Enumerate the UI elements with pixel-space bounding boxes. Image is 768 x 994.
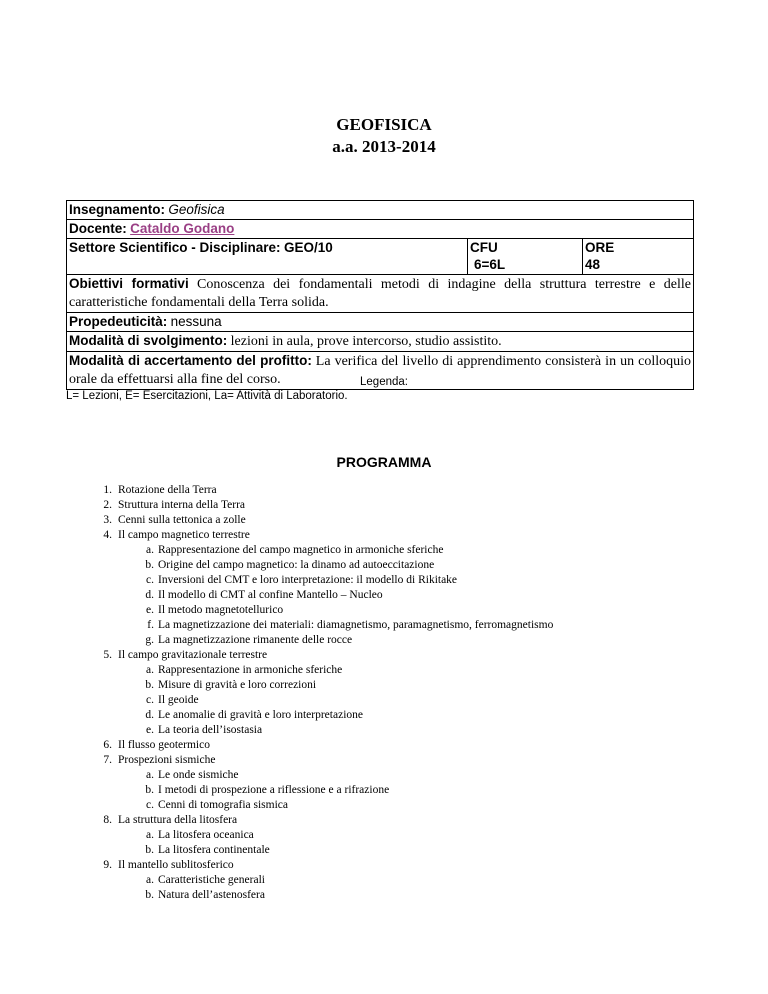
modalita-accertamento-label: Modalità di accertamento del profitto: bbox=[69, 353, 312, 368]
programma-subitem-text: Il metodo magnetotellurico bbox=[158, 604, 284, 616]
programma-item-text: Cenni sulla tettonica a zolle bbox=[118, 514, 246, 526]
programma-sublist bbox=[118, 828, 738, 858]
legenda-title: Legenda: bbox=[360, 376, 408, 388]
cfu-label: CFU bbox=[470, 240, 498, 255]
programma-subitem-letter: f. bbox=[147, 619, 154, 631]
programma-subitem-text: Il geoide bbox=[158, 694, 199, 706]
cfu-value: 6=6L bbox=[474, 257, 506, 272]
programma-subitem-letter: d. bbox=[145, 709, 154, 721]
programma-sublist bbox=[118, 663, 738, 738]
programma-subitem bbox=[145, 783, 738, 798]
row-modalita-svolgimento bbox=[67, 332, 694, 352]
row-settore bbox=[67, 239, 694, 275]
programma-item-text: Prospezioni sismiche bbox=[118, 754, 216, 766]
programma-subitem-text: Le anomalie di gravità e loro interpretazione bbox=[158, 709, 363, 721]
programma-subitem-text: La litosfera oceanica bbox=[158, 829, 254, 841]
programma-subitem bbox=[146, 723, 738, 738]
obiettivi-label: Obiettivi formativi bbox=[69, 276, 189, 291]
programma-subitem-letter: a. bbox=[146, 544, 154, 556]
programma-subitem-text: Le onde sismiche bbox=[158, 769, 239, 781]
insegnamento-label: Insegnamento: bbox=[69, 202, 166, 217]
programma-item-text: Il mantello sublitosferico bbox=[118, 859, 234, 871]
programma-sublist bbox=[118, 543, 738, 648]
programma-subitem-letter: e. bbox=[146, 724, 154, 736]
programma-subitem-letter: c. bbox=[146, 799, 154, 811]
programma-title: PROGRAMMA bbox=[336, 454, 432, 470]
programma-subitem-letter: e. bbox=[146, 604, 154, 616]
course-title: GEOFISICA bbox=[336, 115, 432, 134]
programma-subitem-text: Origine del campo magnetico: la dinamo ad autoeccitazione bbox=[158, 559, 435, 571]
row-obiettivi bbox=[67, 275, 694, 313]
programma-subitem bbox=[145, 708, 738, 723]
academic-year: a.a. 2013-2014 bbox=[332, 137, 436, 156]
programma-subitem-letter: b. bbox=[145, 889, 154, 901]
settore-value: GEO/10 bbox=[283, 240, 333, 255]
programma-item bbox=[103, 483, 738, 498]
programma-item bbox=[103, 498, 738, 513]
programma-item-text: Il campo gravitazionale terrestre bbox=[118, 649, 268, 661]
programma-item bbox=[103, 513, 738, 528]
programma-subitem-text: Rappresentazione del campo magnetico in armoniche sferiche bbox=[158, 544, 444, 556]
programma-subitem-letter: c. bbox=[146, 694, 154, 706]
row-propedeuticita bbox=[67, 313, 694, 332]
programma-subitem bbox=[146, 828, 738, 843]
programma-subitem bbox=[146, 798, 738, 813]
programma-subitem bbox=[147, 618, 738, 633]
programma-item-number: 3. bbox=[103, 514, 112, 526]
programma-item-text: Struttura interna della Terra bbox=[118, 499, 246, 511]
programma-subitem-letter: a. bbox=[146, 874, 154, 886]
document-title bbox=[0, 114, 768, 158]
legenda-text: L= Lezioni, E= Esercitazioni, La= Attività di Laboratorio. bbox=[66, 390, 348, 402]
programma-subitem bbox=[145, 633, 738, 648]
programma-item bbox=[103, 528, 738, 648]
programma-subitem bbox=[146, 543, 738, 558]
ore-label: ORE bbox=[585, 240, 615, 255]
programma-subitem bbox=[145, 888, 738, 903]
insegnamento-value: Geofisica bbox=[168, 202, 225, 217]
course-info-table bbox=[66, 200, 694, 390]
programma-subitem-text: I metodi di prospezione a riflessione e a rifrazione bbox=[158, 784, 390, 796]
programma-subitem bbox=[145, 843, 738, 858]
docente-link[interactable]: Cataldo Godano bbox=[130, 221, 235, 236]
programma-subitem-letter: b. bbox=[145, 844, 154, 856]
programma-subitem bbox=[146, 693, 738, 708]
programma-item-number: 8. bbox=[103, 814, 112, 826]
programma-subitem-text: Inversioni del CMT e loro interpretazione: il modello di Rikitake bbox=[158, 574, 458, 586]
programma-item bbox=[103, 648, 738, 738]
programma-item-number: 9. bbox=[103, 859, 112, 871]
obiettivi-value: Conoscenza dei fondamentali metodi di indagine della struttura terrestre e delle caratteristiche fondamentali della Terra solida. bbox=[69, 277, 691, 310]
programma-item-number: 6. bbox=[103, 739, 112, 751]
programma-subitem bbox=[146, 873, 738, 888]
modalita-svolgimento-value: lezioni in aula, prove intercorso, studio assistito. bbox=[230, 334, 502, 349]
programma-subitem-letter: d. bbox=[145, 589, 154, 601]
programma-list bbox=[0, 483, 738, 903]
programma-subitem-text: La litosfera continentale bbox=[158, 844, 270, 856]
programma-item-number: 7. bbox=[103, 754, 112, 766]
programma-item-text: La struttura della litosfera bbox=[118, 814, 238, 826]
programma-subitem-text: La magnetizzazione dei materiali: diamagnetismo, paramagnetismo, ferromagnetismo bbox=[158, 619, 554, 631]
programma-subitem-letter: g. bbox=[145, 634, 154, 646]
programma-item-text: Rotazione della Terra bbox=[118, 484, 217, 496]
programma-subitem-letter: a. bbox=[146, 769, 154, 781]
row-docente bbox=[67, 220, 694, 239]
programma-subitem-letter: b. bbox=[145, 559, 154, 571]
programma-item-number: 1. bbox=[103, 484, 112, 496]
programma-subitem bbox=[145, 678, 738, 693]
programma-item bbox=[103, 858, 738, 903]
programma-subitem-text: Il modello di CMT al confine Mantello – Nucleo bbox=[158, 589, 383, 601]
programma-subitem bbox=[146, 573, 738, 588]
programma-subitem-text: Misure di gravità e loro correzioni bbox=[158, 679, 317, 691]
programma-item-number: 2. bbox=[103, 499, 112, 511]
programma-subitem-text: La magnetizzazione rimanente delle rocce bbox=[158, 634, 353, 646]
programma-item bbox=[103, 753, 738, 813]
propedeuticita-value: nessuna bbox=[170, 314, 222, 329]
programma-item-number: 5. bbox=[103, 649, 112, 661]
programma-item-text: Il flusso geotermico bbox=[118, 739, 210, 751]
modalita-svolgimento-label: Modalità di svolgimento: bbox=[69, 333, 228, 348]
programma-subitem bbox=[146, 603, 738, 618]
row-insegnamento bbox=[67, 201, 694, 220]
docente-label: Docente: bbox=[69, 221, 127, 236]
programma-sublist bbox=[118, 768, 738, 813]
programma-subitem-text: Natura dell’astenosfera bbox=[158, 889, 265, 901]
programma-subitem bbox=[146, 768, 738, 783]
programma-item bbox=[103, 738, 738, 753]
settore-label: Settore Scientifico - Disciplinare: bbox=[69, 240, 281, 255]
programma-sublist bbox=[118, 873, 738, 903]
programma-subitem-text: La teoria dell’isostasia bbox=[158, 724, 263, 736]
ore-value: 48 bbox=[585, 257, 601, 272]
programma-subitem-letter: b. bbox=[145, 679, 154, 691]
programma-subitem-letter: a. bbox=[146, 664, 154, 676]
programma-subitem-text: Caratteristiche generali bbox=[158, 874, 265, 886]
propedeuticita-label: Propedeuticità: bbox=[69, 314, 168, 329]
programma-item-text: Il campo magnetico terrestre bbox=[118, 529, 250, 541]
programma-subitem-letter: c. bbox=[146, 574, 154, 586]
programma-subitem bbox=[145, 558, 738, 573]
programma-item-number: 4. bbox=[103, 529, 112, 541]
programma-subitem-text: Cenni di tomografia sismica bbox=[158, 799, 288, 811]
programma-item bbox=[103, 813, 738, 858]
modalita-accertamento-value: La verifica del livello di apprendimento consisterà in un colloquio orale da effettuarsi alla fine del corso. bbox=[69, 354, 691, 387]
programma-subitem bbox=[145, 588, 738, 603]
programma-subitem-letter: b. bbox=[145, 784, 154, 796]
programma-subitem bbox=[146, 663, 738, 678]
programma-subitem-text: Rappresentazione in armoniche sferiche bbox=[158, 664, 343, 676]
programma-subitem-letter: a. bbox=[146, 829, 154, 841]
